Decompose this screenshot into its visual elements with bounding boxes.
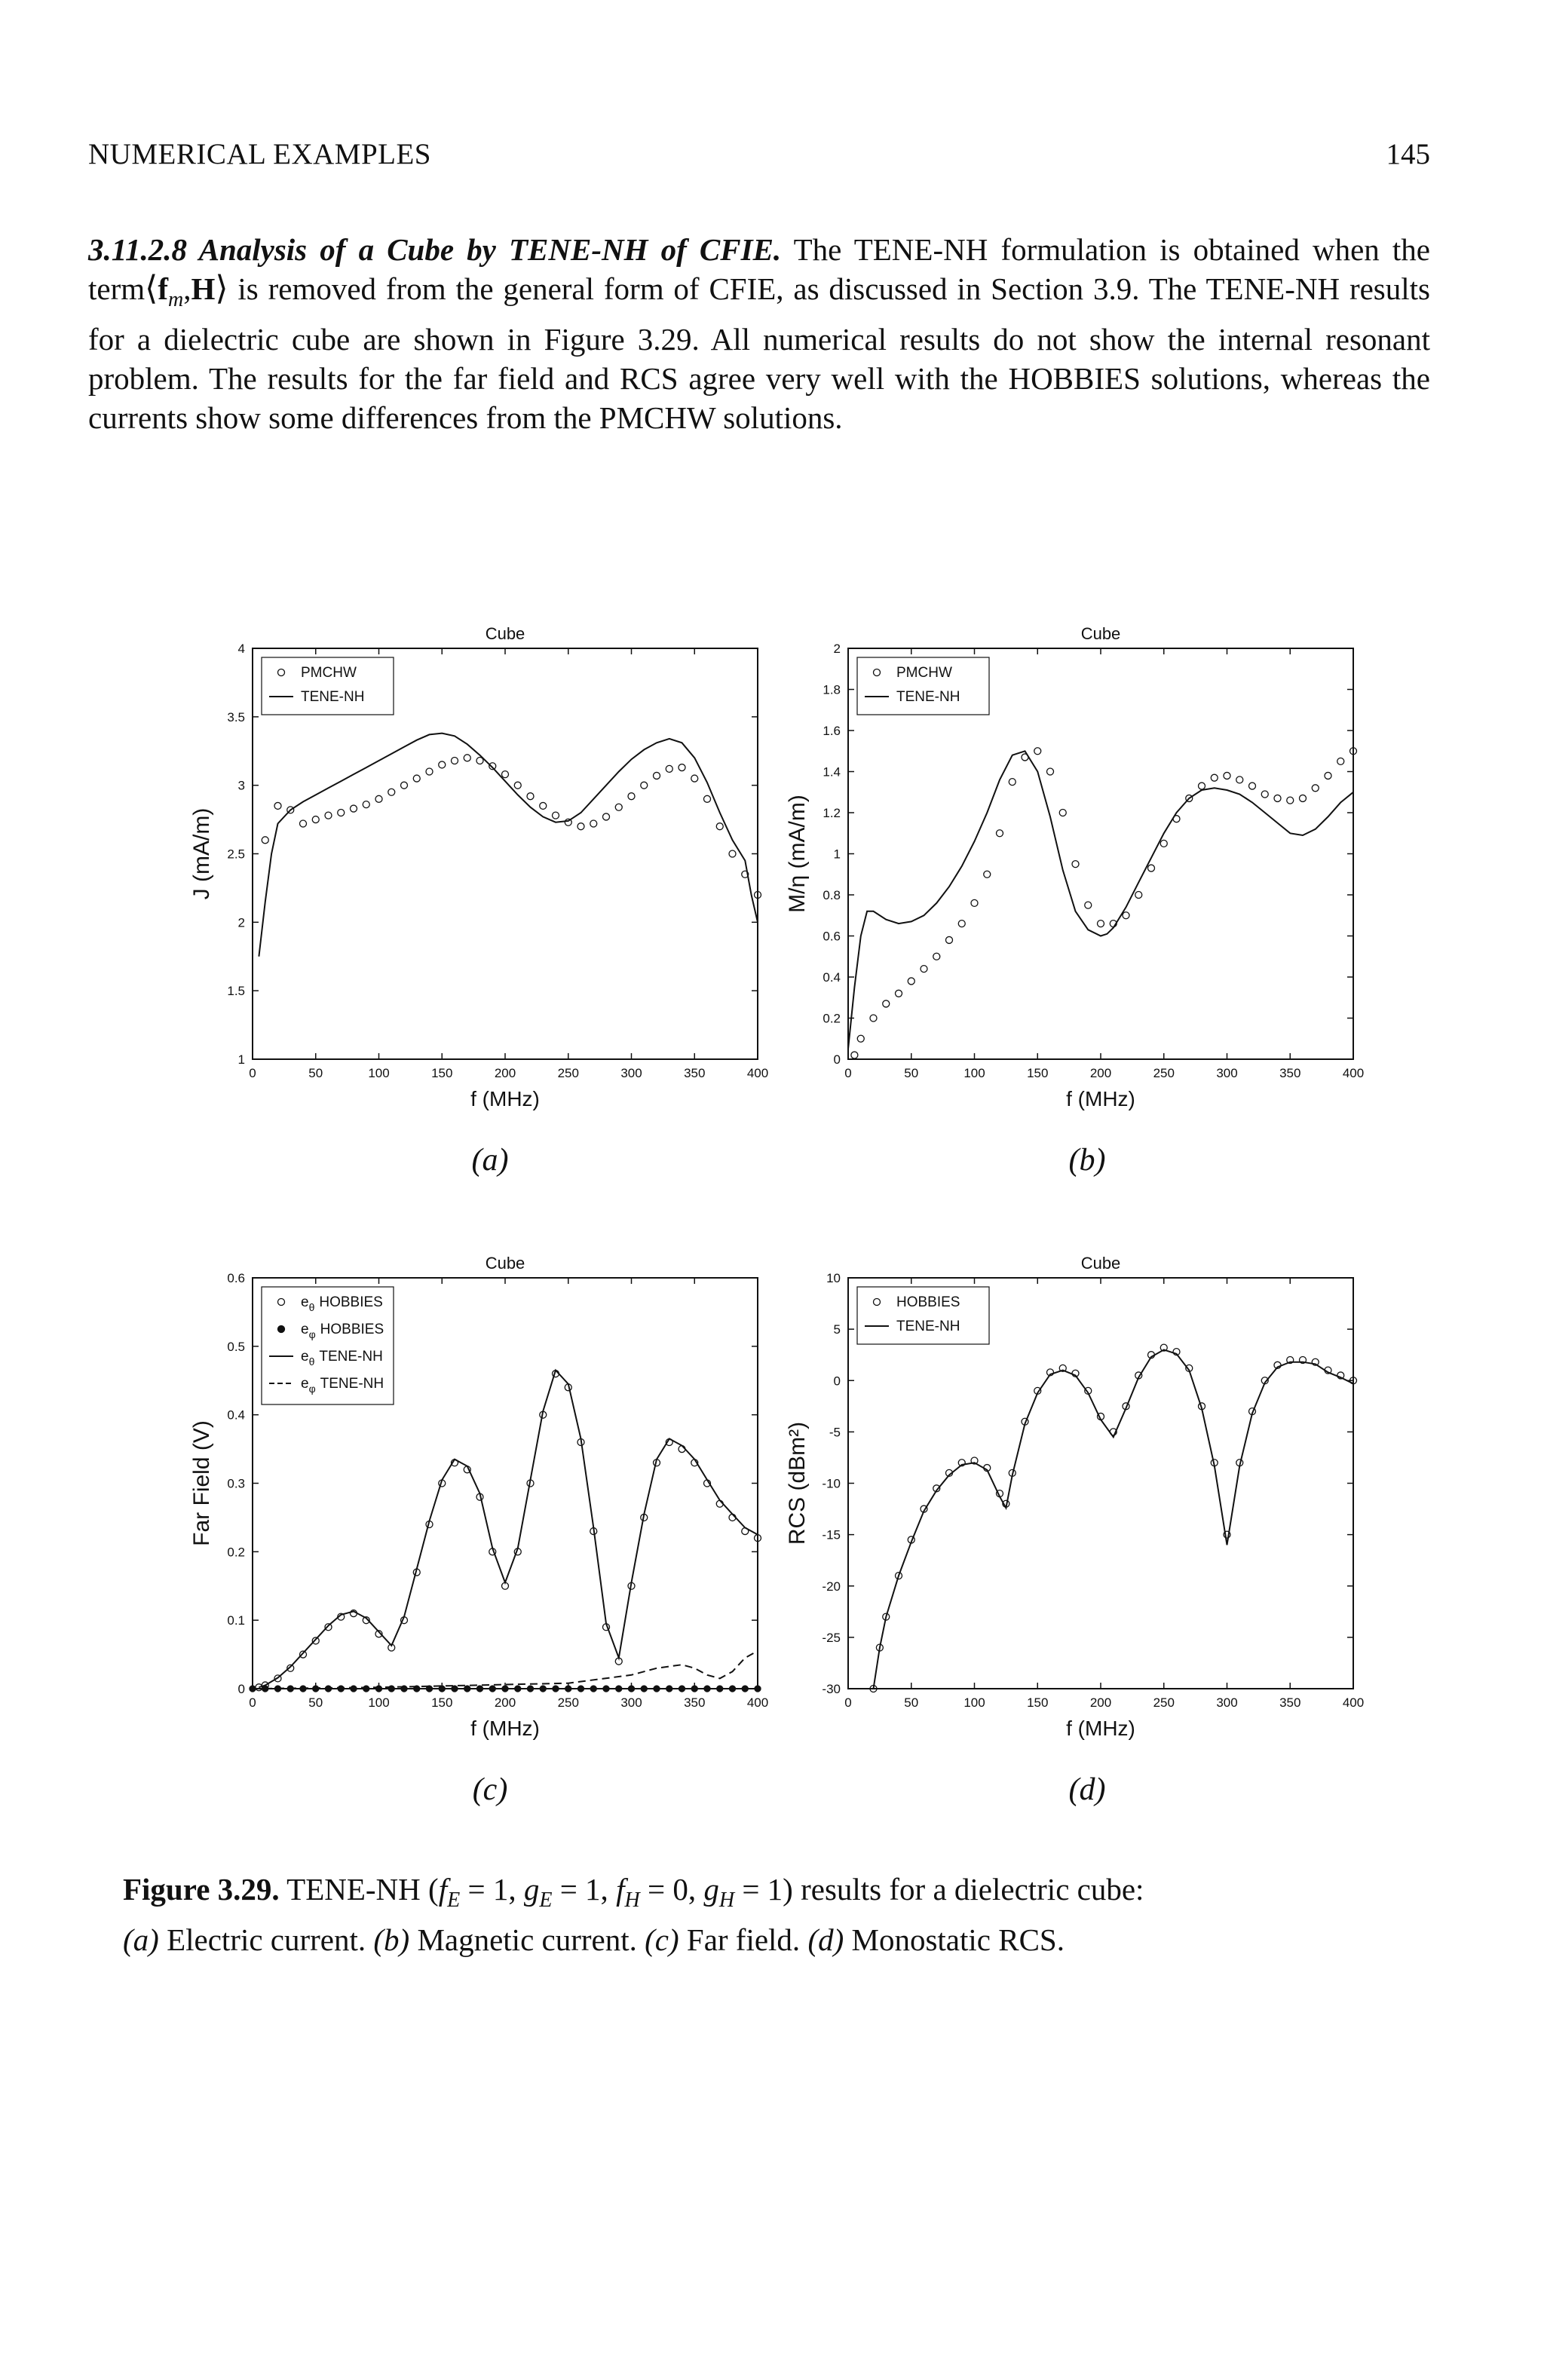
x-tick-label: 200 [494,1066,516,1080]
data-point [984,871,991,878]
legend-label: $e_\varphi$ TENE-NH [301,1376,384,1395]
body-text-1: The TENE-NH formulation is obtained when the term [88,232,1430,306]
data-point [401,782,408,789]
data-point [489,1686,495,1692]
x-tick-label: 250 [557,1066,579,1080]
y-tick-label: 4 [237,642,245,656]
y-tick-label: -30 [822,1682,841,1696]
x-tick-label: 350 [684,1066,706,1080]
data-point [730,1686,736,1692]
x-tick-label: 50 [904,1695,919,1710]
data-point [553,812,559,819]
y-tick-label: 0.8 [823,888,841,902]
panel-c [166,1251,784,1764]
data-point [300,820,307,827]
data-point [654,772,660,779]
caption-text: Electric current. [158,1922,374,1958]
data-point [883,1000,890,1007]
data-point [851,1052,858,1058]
panel-b [761,622,1380,1135]
x-tick-label: 0 [249,1066,256,1080]
data-point [452,757,458,764]
data-point [1325,772,1331,779]
data-point [691,775,698,782]
x-tick-label: 400 [746,1695,769,1710]
data-point [1148,865,1155,871]
caption-label-d: (d) [807,1922,844,1958]
legend-label: PMCHW [896,665,952,681]
legend-label: TENE-NH [896,1319,960,1334]
data-point [1009,779,1016,786]
caption-eq: = 1, [460,1872,524,1907]
data-point [514,782,521,789]
data-point [921,966,927,973]
y-tick-label: 0.2 [227,1545,245,1560]
page-number: 145 [1386,138,1430,170]
caption-var-g: g [523,1872,540,1907]
caption-sub: E [539,1888,553,1913]
caption-text: = 1) results for a dielectric cube: [734,1872,1144,1907]
x-tick-label: 400 [1342,1695,1365,1710]
chart-title: Cube [485,624,525,643]
data-point [870,1015,877,1022]
data-point [325,812,332,819]
data-point [553,1686,559,1692]
caption-text: Far field. [679,1922,808,1958]
x-axis-label: f (MHz) [470,1717,540,1740]
caption-text: TENE-NH ( [279,1872,439,1907]
x-axis-label: f (MHz) [1066,1717,1135,1740]
series-line [259,1371,758,1688]
data-point [933,953,940,960]
chart-title: Cube [1080,624,1121,643]
caption-sub: H [624,1888,640,1913]
term-h: H [191,271,216,306]
data-point [477,1686,483,1692]
y-tick-label: 1.4 [823,764,841,780]
data-point [338,1686,344,1692]
data-point [515,1686,521,1692]
x-tick-label: 100 [368,1066,390,1080]
data-point [755,1686,761,1692]
data-point [1236,776,1243,783]
data-point [729,850,736,857]
y-tick-label: 0.6 [823,929,841,944]
data-point [363,801,369,808]
caption-var-f: f [438,1872,448,1907]
data-point [540,802,547,809]
x-tick-label: 50 [904,1066,919,1080]
legend-label: $e_\theta$ HOBBIES [301,1294,383,1313]
data-point [351,805,357,812]
data-point [717,1686,723,1692]
caption-eq: = 0, [639,1872,704,1907]
y-tick-label: 0 [833,1052,841,1067]
data-point [590,1686,596,1692]
y-tick-label: 1 [833,847,841,862]
y-tick-label: 0.4 [227,1407,245,1423]
y-axis-label: Far Field (V) [189,1420,214,1546]
data-point [540,1686,546,1692]
y-tick-label: -15 [822,1527,841,1542]
x-tick-label: 0 [844,1066,852,1080]
x-tick-label: 200 [494,1695,516,1710]
y-axis-label: J (mA/m) [189,807,214,900]
data-point [351,1686,357,1692]
y-tick-label: 0 [833,1374,841,1389]
x-tick-label: 350 [1279,1066,1301,1080]
running-head: NUMERICAL EXAMPLES [88,138,431,170]
panel-label-d: (d) [1068,1772,1106,1807]
data-point [1249,783,1256,789]
y-tick-label: 0.1 [227,1613,245,1628]
data-point [1337,758,1344,764]
y-tick-label: 1.6 [823,724,841,738]
data-point [691,1686,697,1692]
x-tick-label: 50 [308,1695,323,1710]
section-heading: 3.11.2.8 Analysis of a Cube by TENE-NH of CFIE. [88,232,782,267]
y-tick-label: 0.2 [823,1011,841,1026]
term-f: f [158,271,168,306]
data-point [629,1686,635,1692]
data-point [502,1686,508,1692]
legend-subscript: θ [308,1301,315,1313]
legend-marker [278,1326,285,1333]
legend-label: $e_\theta$ TENE-NH [301,1349,383,1368]
x-tick-label: 200 [1089,1695,1112,1710]
chart-title: Cube [1080,1254,1121,1273]
legend-subscript: φ [308,1328,316,1340]
legend-label: TENE-NH [896,689,960,705]
data-point [1059,810,1066,816]
x-tick-label: 400 [1342,1066,1365,1080]
data-point [997,830,1003,837]
x-tick-label: 250 [1153,1066,1175,1080]
y-tick-label: 5 [833,1322,841,1337]
caption-text: Magnetic current. [409,1922,645,1958]
data-point [452,1686,458,1692]
chart-title: Cube [485,1254,525,1273]
x-tick-label: 200 [1089,1066,1112,1080]
data-point [388,789,395,795]
y-tick-label: 0.3 [227,1476,245,1491]
data-point [1199,783,1205,789]
data-point [908,978,914,985]
legend-label-text: HOBBIES [320,1322,384,1337]
caption-eq: = 1, [552,1872,617,1907]
legend-label: PMCHW [301,665,357,681]
figure-caption [123,1870,1405,1959]
y-tick-label: 3 [237,778,245,793]
data-point [274,802,281,809]
x-tick-label: 100 [368,1695,390,1710]
panel-d [761,1251,1380,1764]
chart-far-field [166,1251,784,1764]
y-tick-label: 0 [237,1682,245,1696]
data-point [615,804,622,810]
panel-label-b: (b) [1068,1143,1106,1178]
y-tick-label: 2 [833,642,841,656]
caption-label-b: (b) [373,1922,410,1958]
series-line [848,751,1353,1049]
x-tick-label: 300 [620,1066,642,1080]
data-point [1135,892,1142,899]
x-tick-label: 0 [844,1695,852,1710]
data-point [1123,912,1129,919]
data-point [590,820,597,827]
data-point [413,775,420,782]
data-point [679,764,685,771]
data-point [641,782,648,789]
caption-sub: E [447,1888,461,1913]
x-tick-label: 400 [746,1066,769,1080]
x-tick-label: 50 [308,1066,323,1080]
data-point [1287,797,1294,804]
data-point [654,1686,660,1692]
data-point [363,1686,369,1692]
data-point [742,1686,748,1692]
data-point [1085,902,1092,908]
data-point [1098,920,1104,927]
x-axis-label: f (MHz) [1066,1087,1135,1110]
data-point [1047,768,1054,775]
x-tick-label: 150 [431,1695,453,1710]
legend-subscript: φ [308,1383,316,1395]
x-tick-label: 300 [620,1695,642,1710]
legend-label-text: HOBBIES [319,1294,383,1310]
data-point [1274,795,1281,801]
data-point [528,1686,534,1692]
x-tick-label: 300 [1216,1066,1238,1080]
panel-a [166,622,784,1135]
legend-label: TENE-NH [301,689,365,705]
data-point [971,899,978,906]
y-tick-label: -5 [829,1425,841,1440]
data-point [704,795,711,802]
data-point [1312,785,1319,792]
data-point [1034,748,1041,755]
caption-text: Monostatic RCS. [844,1922,1065,1958]
x-tick-label: 150 [431,1066,453,1080]
data-point [946,936,953,943]
y-tick-label: 0.5 [227,1339,245,1354]
y-tick-label: 0.6 [227,1271,245,1285]
x-tick-label: 250 [557,1695,579,1710]
right-angle-bracket: ⟩ [215,270,228,307]
data-point [666,765,672,772]
y-tick-label: 1 [237,1052,245,1067]
data-point [679,1686,685,1692]
data-point [896,990,902,997]
data-point [502,771,509,778]
data-point [603,813,610,820]
y-tick-label: 0.4 [823,970,841,985]
data-point [262,837,268,844]
y-tick-label: -25 [822,1630,841,1645]
legend-label-text: TENE-NH [319,1349,383,1365]
y-axis-label: M/η (mA/m) [785,795,810,913]
data-point [577,823,584,830]
series-line [259,734,758,957]
y-tick-label: -20 [822,1579,841,1594]
caption-label-a: (a) [123,1922,159,1958]
data-point [641,1686,647,1692]
data-point [439,761,446,768]
data-point [1261,791,1268,798]
x-tick-label: 250 [1153,1695,1175,1710]
y-tick-label: 1.2 [823,806,841,820]
figure-label: Figure 3.29. [123,1872,280,1907]
data-point [666,1686,672,1692]
data-point [616,1686,622,1692]
data-point [375,795,382,802]
legend-label-text: TENE-NH [320,1376,384,1392]
body-paragraph [88,230,1430,437]
data-point [578,1686,584,1692]
x-tick-label: 350 [684,1695,706,1710]
x-tick-label: 100 [963,1695,985,1710]
y-axis-label: RCS (dBm²) [785,1421,810,1545]
data-point [426,768,433,775]
data-point [628,793,635,800]
chart-monostatic-rcs [761,1251,1380,1764]
legend-subscript: θ [308,1355,315,1368]
data-point [312,816,319,823]
data-point [857,1035,864,1042]
body-text-2: is removed from the general form of CFIE, as discussed in Section 3.9. The TENE-NH results for a dielectric cube are shown in Figure 3.29. All numerical results do not show the internal resonant problem. The results for the far field and RCS agree very well with the HOBBIES solutions, whereas the currents show some differences from the PMCHW solutions. [88,271,1430,436]
data-point [527,793,534,800]
y-tick-label: 2 [237,915,245,930]
term-m: m [167,288,184,312]
data-point [464,1686,470,1692]
x-tick-label: 150 [1027,1695,1049,1710]
data-point [1160,840,1167,847]
x-tick-label: 100 [963,1066,985,1080]
panel-label-c: (c) [472,1772,508,1807]
page-header [88,137,1430,182]
caption-var-f: f [616,1872,625,1907]
data-point [565,1686,571,1692]
data-point [1211,774,1218,781]
x-tick-label: 350 [1279,1695,1301,1710]
x-axis-label: f (MHz) [470,1087,540,1110]
y-tick-label: -10 [822,1476,841,1491]
data-point [326,1686,332,1692]
data-point [603,1686,609,1692]
chart-electric-current [166,622,784,1135]
x-tick-label: 0 [249,1695,256,1710]
x-tick-label: 150 [1027,1066,1049,1080]
data-point [716,823,723,830]
left-angle-bracket: ⟨ [145,270,158,307]
data-point [464,755,470,761]
y-tick-label: 3.5 [227,709,245,724]
y-tick-label: 2.5 [227,847,245,862]
data-point [958,920,965,927]
x-tick-label: 300 [1216,1695,1238,1710]
caption-sub: H [718,1888,735,1913]
data-point [1300,795,1307,801]
caption-label-c: (c) [645,1922,679,1958]
data-point [1224,772,1230,779]
series-line [874,1349,1354,1689]
y-tick-label: 1.5 [227,984,245,999]
chart-magnetic-current [761,622,1380,1135]
data-point [704,1686,710,1692]
caption-var-g: g [703,1872,719,1907]
term-comma: , [183,271,191,306]
data-point [338,810,345,816]
data-point [1072,861,1079,868]
y-tick-label: 1.8 [823,682,841,697]
panel-label-a: (a) [471,1143,509,1178]
legend-label: $e_\varphi$ HOBBIES [301,1322,384,1340]
legend-label: HOBBIES [896,1294,960,1310]
y-tick-label: 10 [826,1271,841,1285]
